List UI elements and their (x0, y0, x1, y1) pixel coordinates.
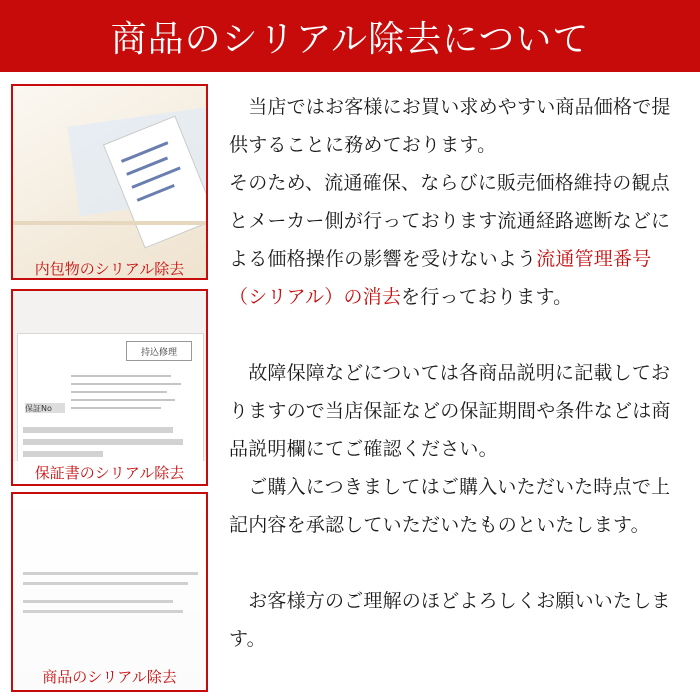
paragraph-intro (229, 88, 674, 316)
title-banner (0, 0, 700, 72)
intro-text-c: を行っております。 (401, 286, 573, 308)
photo-warranty-serial (11, 289, 208, 486)
photo-caption: 保証書のシリアル除去 (13, 461, 206, 484)
box-edge (13, 221, 208, 225)
photo-product-serial (11, 492, 208, 692)
photo-caption: 内包物のシリアル除去 (34, 260, 185, 278)
repair-tag: 持込修理 (126, 341, 192, 361)
paragraph-purchase: ご購入につきましてはご購入いただいた時点で上記内容を承認していただいたものといたします。 (229, 476, 671, 536)
paragraph-warranty: 故障保障などについては各商品説明に記載しておりますので当店保証などの保証期間や条件などは商品説明欄にてご確認ください。 (229, 362, 671, 460)
page-title: 商品のシリアル除去について (110, 18, 590, 60)
highlight-serial-removal: 流通管理番号（シリアル）の消去 (229, 248, 652, 308)
warranty-number-field: 保証No (25, 403, 65, 413)
intro-text-b: そのため、流通確保、ならびに販売価格維持の観点とメーカー側が行っております流通経路遮断などによる価格操作の影響を受けないよう (229, 172, 671, 270)
photo-packaging-serial (11, 84, 208, 280)
photo-caption: 商品のシリアル除去 (42, 668, 177, 686)
intro-text-a: 当店ではお客様にお買い求めやすい商品価格で提供することに務めております。 (229, 96, 671, 156)
paragraph-closing: お客様方のご理解のほどよろしくお願いいたします。 (229, 590, 671, 650)
